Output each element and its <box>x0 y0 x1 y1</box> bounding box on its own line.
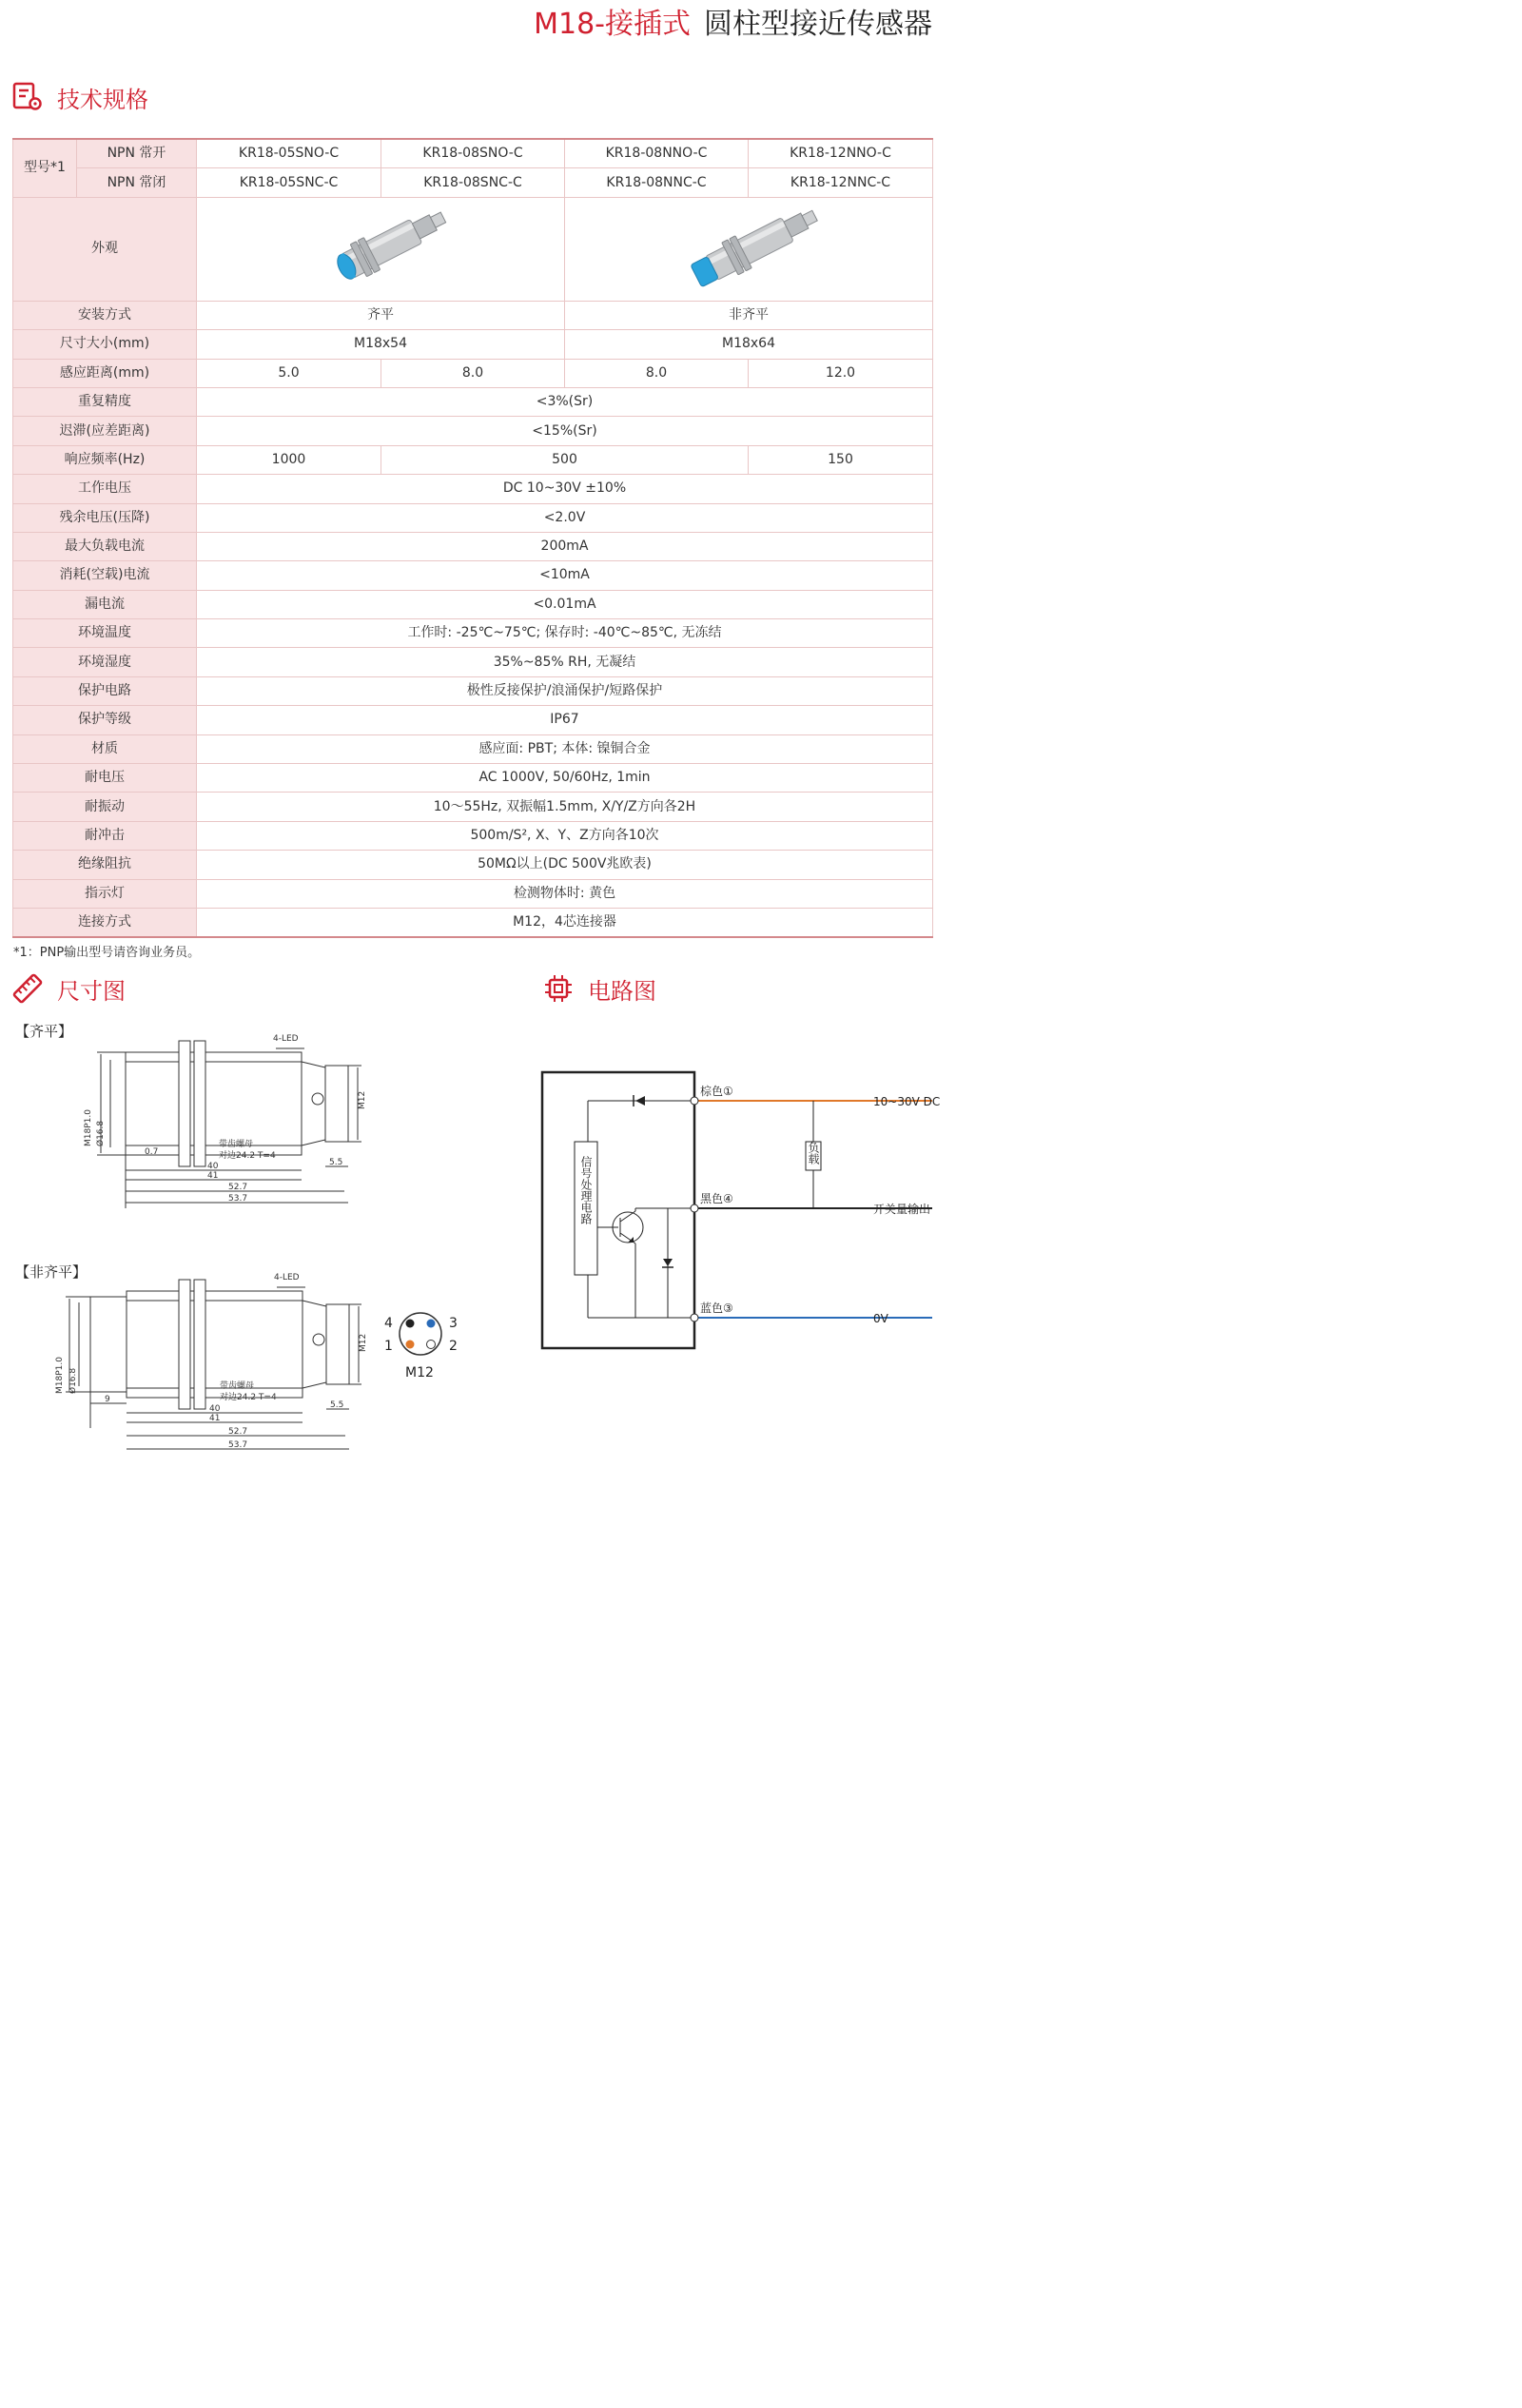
dim-label: 53.7 <box>228 1440 248 1450</box>
table-row <box>13 168 933 197</box>
dia-label: Ø16.8 <box>68 1367 78 1394</box>
dim-label: 5.5 <box>330 1400 344 1410</box>
flush-drawing-title: 【齐平】 <box>15 1023 73 1040</box>
dim-label: 52.7 <box>228 1183 248 1192</box>
dim-label: 5.5 <box>329 1158 343 1167</box>
row-value: 150 <box>749 445 933 474</box>
row-value: 8.0 <box>381 359 565 387</box>
table-row <box>13 561 933 590</box>
led-label: 4-LED <box>273 1034 299 1044</box>
row-value: 50MΩ以上(DC 500V兆欧表) <box>197 851 933 879</box>
table-row <box>13 734 933 763</box>
pin-number: 4 <box>384 1316 393 1331</box>
row-value: <2.0V <box>197 503 933 532</box>
pin-4-black <box>406 1320 415 1328</box>
chip-icon <box>542 972 575 1005</box>
table-row <box>13 301 933 329</box>
nut-label: 带齿螺母 <box>220 1381 255 1391</box>
footnote: *1：PNP输出型号请咨询业务员。 <box>13 946 201 960</box>
pin-number: 3 <box>449 1316 458 1331</box>
table-row <box>13 764 933 793</box>
pin-number: 2 <box>449 1339 458 1354</box>
m12-label: M12 <box>359 1333 368 1352</box>
row-value: M18x54 <box>197 330 565 359</box>
row-label: 耐电压 <box>13 764 197 793</box>
model-cell: KR18-08NNO-C <box>565 139 749 168</box>
model-cell: KR18-05SNO-C <box>197 139 381 168</box>
load-label: 负载 <box>807 1142 820 1165</box>
row-value: DC 10~30V ±10% <box>197 475 933 503</box>
table-row <box>13 387 933 416</box>
table-row <box>13 793 933 821</box>
row-value: 非齐平 <box>565 301 933 329</box>
specs-heading <box>11 80 148 114</box>
circuit-heading <box>542 971 656 1006</box>
nonflush-drawing-title: 【非齐平】 <box>15 1263 88 1281</box>
table-row <box>13 197 933 301</box>
supply-label: 10~30V DC <box>873 1095 941 1108</box>
row-value: <3%(Sr) <box>197 387 933 416</box>
specs-label: 技术规格 <box>57 86 148 113</box>
nonflush-dimension-drawing <box>52 1268 380 1459</box>
pin-1-brown <box>406 1341 415 1349</box>
row-label: 环境温度 <box>13 619 197 648</box>
dim-label: 9 <box>105 1395 110 1404</box>
nut-label: 带齿螺母 <box>219 1140 254 1149</box>
npn-no-label: NPN 常开 <box>77 139 197 168</box>
table-row <box>13 359 933 387</box>
table-row <box>13 648 933 676</box>
row-label: 工作电压 <box>13 475 197 503</box>
dim-label: 52.7 <box>228 1427 248 1437</box>
led-label: 4-LED <box>274 1273 300 1282</box>
black-wire-label: 黑色④ <box>700 1192 733 1205</box>
nonflush-sensor-image <box>654 202 844 297</box>
dim-label: 0.7 <box>145 1147 159 1157</box>
row-value: 12.0 <box>749 359 933 387</box>
model-cell: KR18-08SNC-C <box>381 168 565 197</box>
row-value: M12，4芯连接器 <box>197 908 933 937</box>
row-label: 感应距离(mm) <box>13 359 197 387</box>
row-label: 响应频率(Hz) <box>13 445 197 474</box>
row-value: <0.01mA <box>197 590 933 618</box>
row-value: AC 1000V, 50/60Hz, 1min <box>197 764 933 793</box>
pin-number: 1 <box>384 1339 393 1354</box>
dim-label: 40 <box>207 1162 219 1171</box>
model-cell: KR18-12NNC-C <box>749 168 933 197</box>
m12-pinout-diagram <box>379 1305 464 1381</box>
dim-label: 41 <box>207 1171 219 1181</box>
model-cell: KR18-08SNO-C <box>381 139 565 168</box>
dim-label: 40 <box>209 1404 221 1414</box>
row-value: <10mA <box>197 561 933 590</box>
zero-volt-label: 0V <box>873 1312 888 1325</box>
model-cell: KR18-12NNO-C <box>749 139 933 168</box>
row-label: 保护电路 <box>13 676 197 705</box>
pin-2-white <box>427 1341 436 1349</box>
table-row <box>13 330 933 359</box>
model-cell: KR18-08NNC-C <box>565 168 749 197</box>
appearance-label: 外观 <box>13 197 197 301</box>
row-value: 5.0 <box>197 359 381 387</box>
row-label: 消耗(空载)电流 <box>13 561 197 590</box>
connector-label: M12 <box>405 1365 434 1380</box>
flush-sensor-image <box>285 202 476 297</box>
table-row <box>13 851 933 879</box>
row-value: <15%(Sr) <box>197 417 933 445</box>
nut-spec-label: 对边24.2 T=4 <box>220 1393 277 1402</box>
ruler-icon <box>11 972 44 1005</box>
row-label: 材质 <box>13 734 197 763</box>
model-label: 型号*1 <box>13 139 77 197</box>
table-row <box>13 879 933 908</box>
table-row <box>13 908 933 937</box>
row-label: 连接方式 <box>13 908 197 937</box>
circuit-label: 电路图 <box>588 977 656 1005</box>
row-label: 尺寸大小(mm) <box>13 330 197 359</box>
table-row <box>13 706 933 734</box>
brown-wire-label: 棕色① <box>700 1085 733 1098</box>
row-label: 重复精度 <box>13 387 197 416</box>
table-row <box>13 590 933 618</box>
table-row <box>13 475 933 503</box>
row-label: 耐冲击 <box>13 821 197 850</box>
flush-sensor-photo <box>197 197 565 301</box>
table-row <box>13 821 933 850</box>
dim-label: 41 <box>209 1414 221 1423</box>
page-title <box>534 6 932 44</box>
row-label: 迟滞(应差距离) <box>13 417 197 445</box>
row-value: 200mA <box>197 532 933 560</box>
table-row <box>13 503 933 532</box>
model-cell: KR18-05SNC-C <box>197 168 381 197</box>
nut-spec-label: 对边24.2 T=4 <box>219 1151 276 1161</box>
spec-table <box>12 138 933 938</box>
npn-nc-label: NPN 常闭 <box>77 168 197 197</box>
thread-label: M18P1.0 <box>55 1357 65 1394</box>
output-label: 开关量输出 <box>873 1203 931 1216</box>
row-value: 检测物体时: 黄色 <box>197 879 933 908</box>
table-row <box>13 676 933 705</box>
row-value: 极性反接保护/浪涌保护/短路保护 <box>197 676 933 705</box>
circuit-diagram <box>533 1066 946 1370</box>
row-value: 500m/S², X、Y、Z方向各10次 <box>197 821 933 850</box>
signal-processing-label: 信号处理电路 <box>579 1156 593 1224</box>
blue-wire-label: 蓝色③ <box>700 1302 733 1315</box>
table-row <box>13 532 933 560</box>
pin-3-blue <box>427 1320 436 1328</box>
flush-dimension-drawing <box>76 1028 380 1218</box>
row-value: 35%~85% RH, 无凝结 <box>197 648 933 676</box>
row-value: 感应面: PBT; 本体: 镍铜合金 <box>197 734 933 763</box>
row-label: 残余电压(压降) <box>13 503 197 532</box>
table-row <box>13 619 933 648</box>
row-value: 10～55Hz, 双振幅1.5mm, X/Y/Z方向各2H <box>197 793 933 821</box>
row-label: 最大负载电流 <box>13 532 197 560</box>
row-value: 齐平 <box>197 301 565 329</box>
row-value: 工作时: -25℃~75℃; 保存时: -40℃~85℃, 无冻结 <box>197 619 933 648</box>
m12-label: M12 <box>358 1090 367 1109</box>
table-row <box>13 139 933 168</box>
dia-label: Ø16.8 <box>96 1120 106 1146</box>
table-row <box>13 417 933 445</box>
row-label: 漏电流 <box>13 590 197 618</box>
row-label: 指示灯 <box>13 879 197 908</box>
row-label: 环境湿度 <box>13 648 197 676</box>
row-value: M18x64 <box>565 330 933 359</box>
product-title: 圆柱型接近传感器 <box>704 8 932 41</box>
series-title: M18-接插式 <box>534 8 691 41</box>
dim-label: 53.7 <box>228 1194 248 1204</box>
spec-sheet-icon <box>11 81 44 113</box>
thread-label: M18P1.0 <box>84 1109 93 1146</box>
table-row <box>13 445 933 474</box>
row-label: 耐振动 <box>13 793 197 821</box>
dimensions-label: 尺寸图 <box>57 977 126 1005</box>
row-label: 绝缘阻抗 <box>13 851 197 879</box>
row-value: 500 <box>381 445 749 474</box>
row-value: 8.0 <box>565 359 749 387</box>
nonflush-sensor-photo <box>565 197 933 301</box>
row-label: 安装方式 <box>13 301 197 329</box>
row-value: IP67 <box>197 706 933 734</box>
row-value: 1000 <box>197 445 381 474</box>
dimensions-heading <box>11 971 126 1006</box>
row-label: 保护等级 <box>13 706 197 734</box>
